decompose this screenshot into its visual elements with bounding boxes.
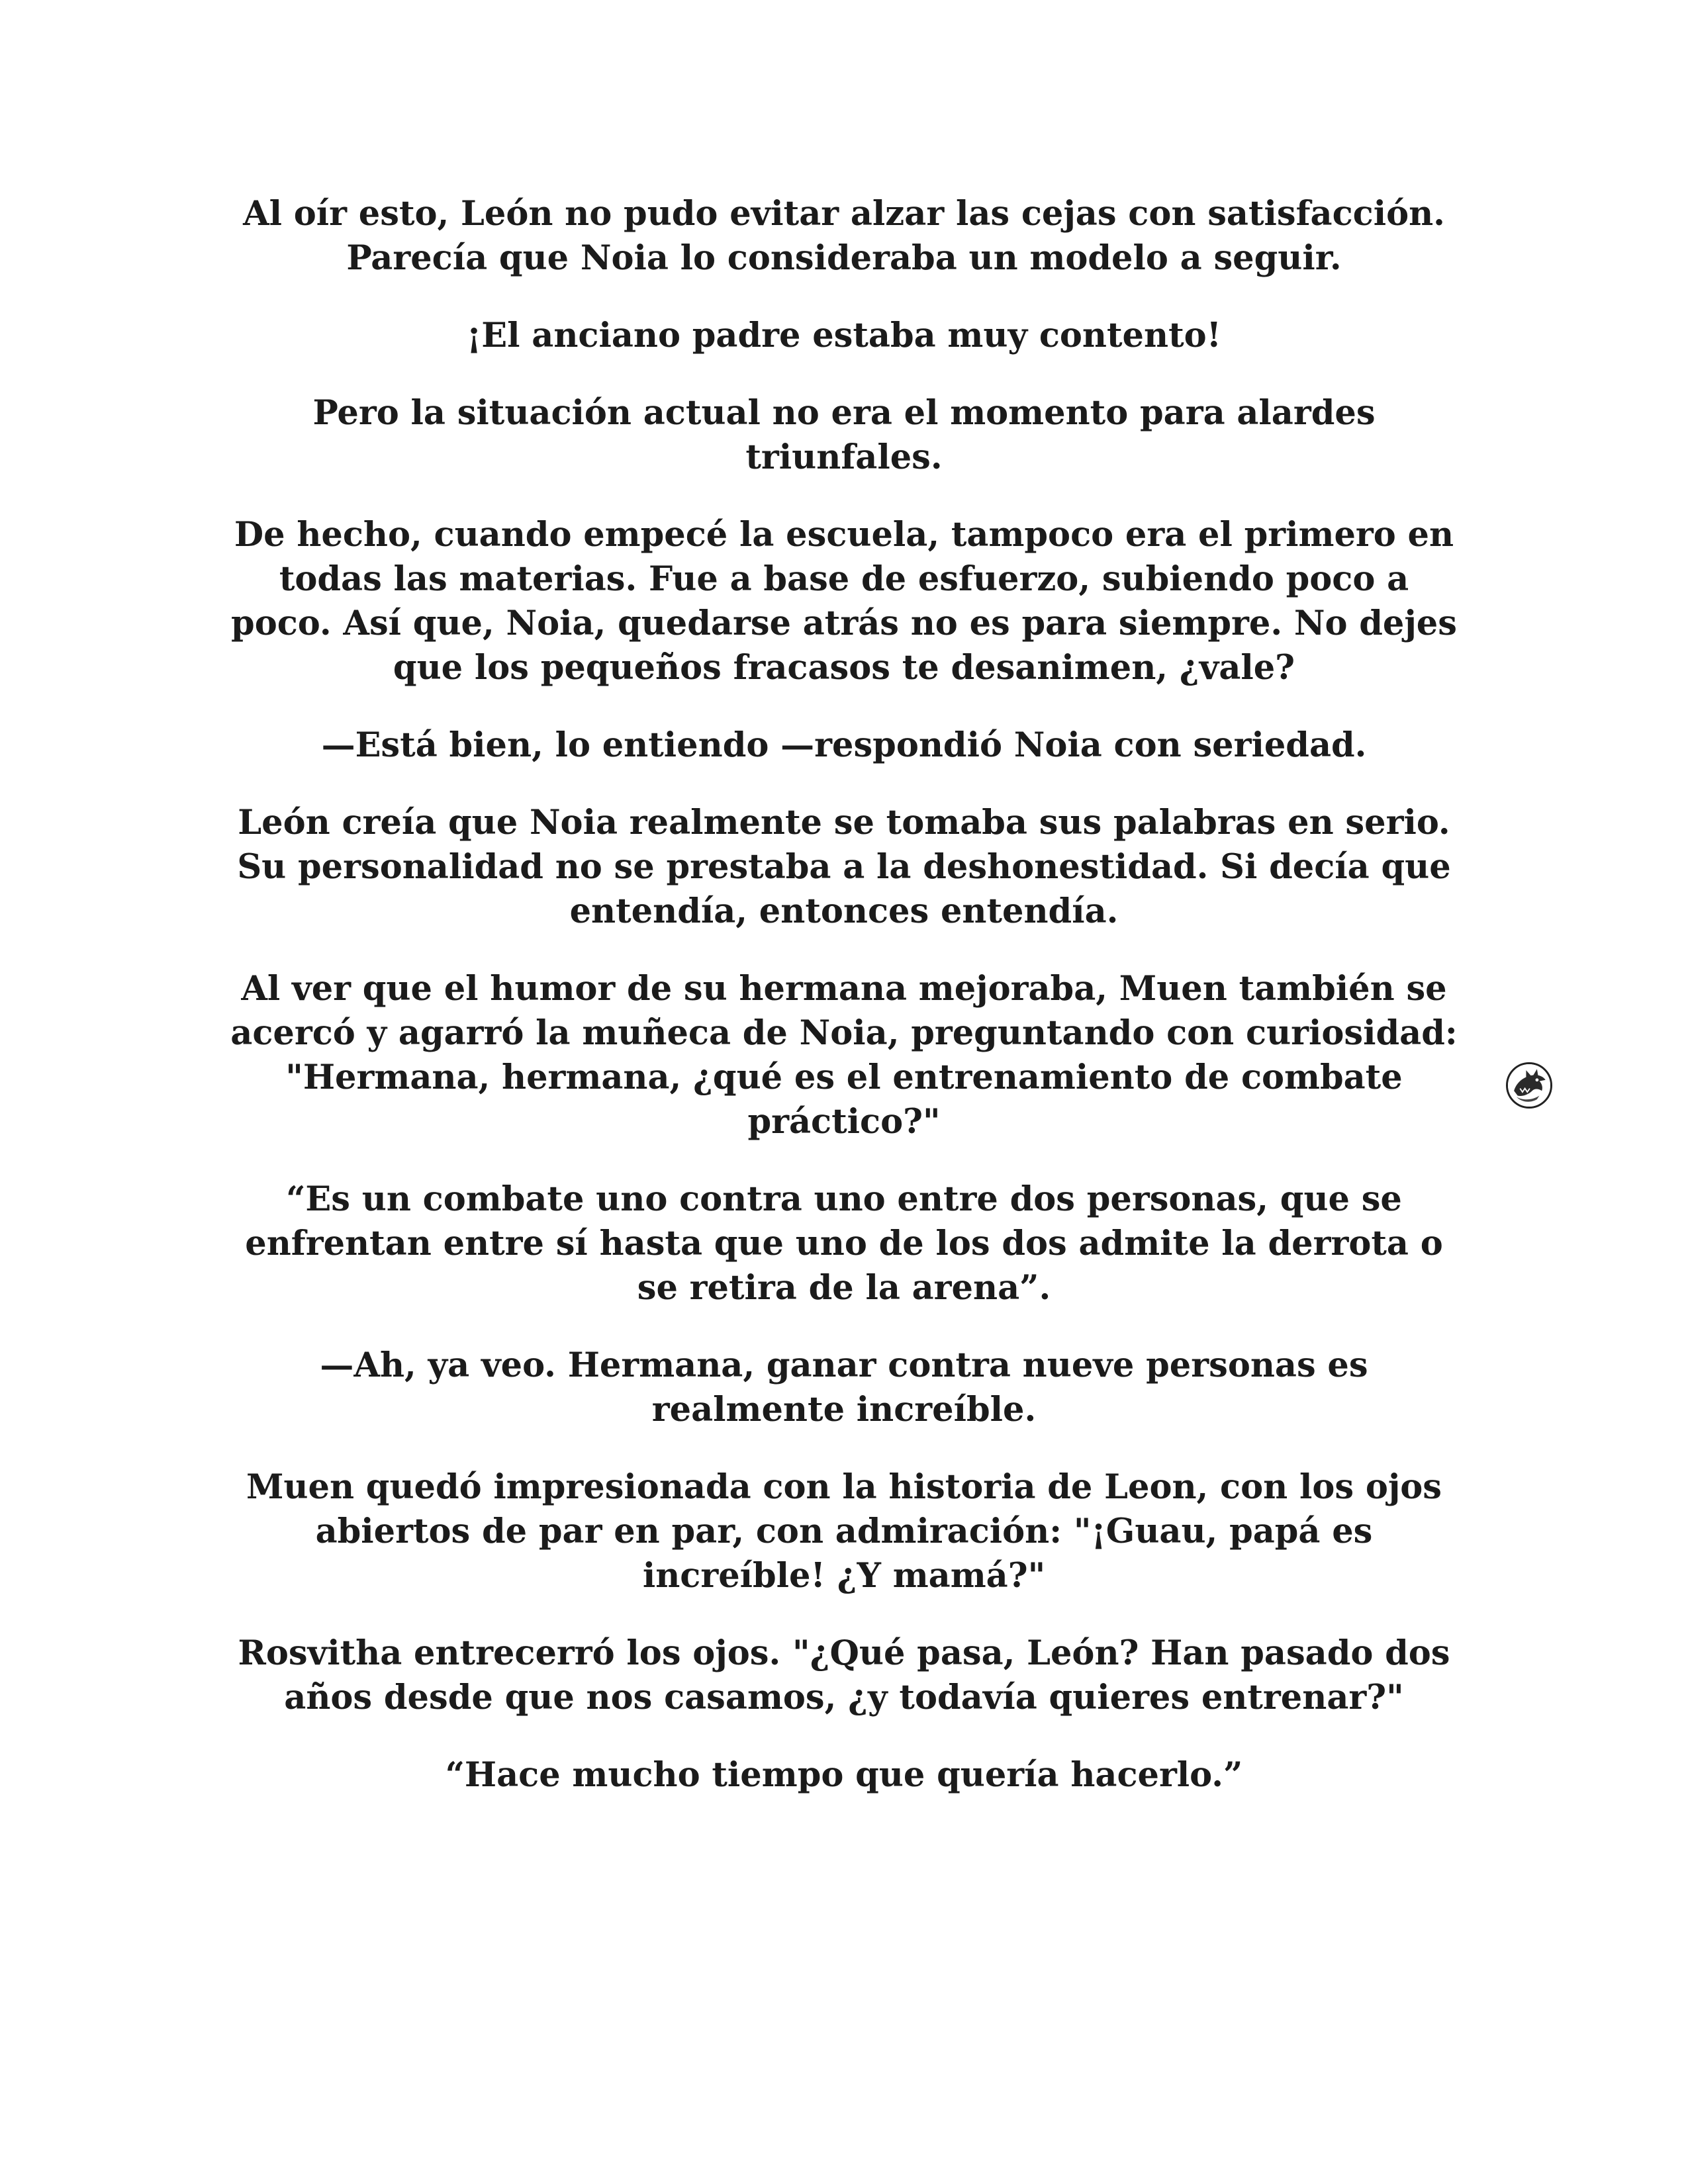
paragraph: Al ver que el humor de su hermana mejoraba, Muen también se acercó y agarró la muñeca de Noia, preguntando con curiosidad: "Hermana, hermana, ¿qué es el entrenamiento de combate práctico?": [230, 969, 1458, 1142]
text-body: [225, 192, 1463, 1797]
paragraph: Al oír esto, León no pudo evitar alzar las cejas con satisfacción. Parecía que Noia lo consideraba un modelo a seguir.: [243, 194, 1445, 278]
paragraph: León creía que Noia realmente se tomaba sus palabras en serio. Su personalidad no se prestaba a la deshonestidad. Si decía que entendía, entonces entendía.: [237, 803, 1451, 931]
paragraph: ¡El anciano padre estaba muy contento!: [466, 316, 1222, 355]
paragraph: —Ah, ya veo. Hermana, ganar contra nueve personas es realmente increíble.: [320, 1345, 1368, 1430]
paragraph: Rosvitha entrecerró los ojos. "¿Qué pasa, León? Han pasado dos años desde que nos casamos, ¿y todavía quieres entrenar?": [238, 1633, 1450, 1717]
paragraph: “Hace mucho tiempo que quería hacerlo.”: [445, 1755, 1243, 1795]
paragraph: “Es un combate uno contra uno entre dos personas, que se enfrentan entre sí hasta que uno de los dos admite la derrota o se retira de la arena”.: [245, 1179, 1443, 1308]
paragraph: Pero la situación actual no era el momento para alardes triunfales.: [312, 393, 1376, 477]
dragon-head-icon: [1506, 1062, 1552, 1109]
paragraph: —Está bien, lo entiendo —respondió Noia con seriedad.: [321, 725, 1367, 765]
paragraph: Muen quedó impresionada con la historia de Leon, con los ojos abiertos de par en par, con admiración: "¡Guau, papá es increíble! ¿Y mamá?": [246, 1467, 1442, 1596]
paragraph: De hecho, cuando empecé la escuela, tampoco era el primero en todas las materias. Fue a base de esfuerzo, subiendo poco a poco. Así que, Noia, quedarse atrás no es para siempre. No dejes que los pequeños fracasos te desanimen, ¿vale?: [231, 515, 1457, 688]
